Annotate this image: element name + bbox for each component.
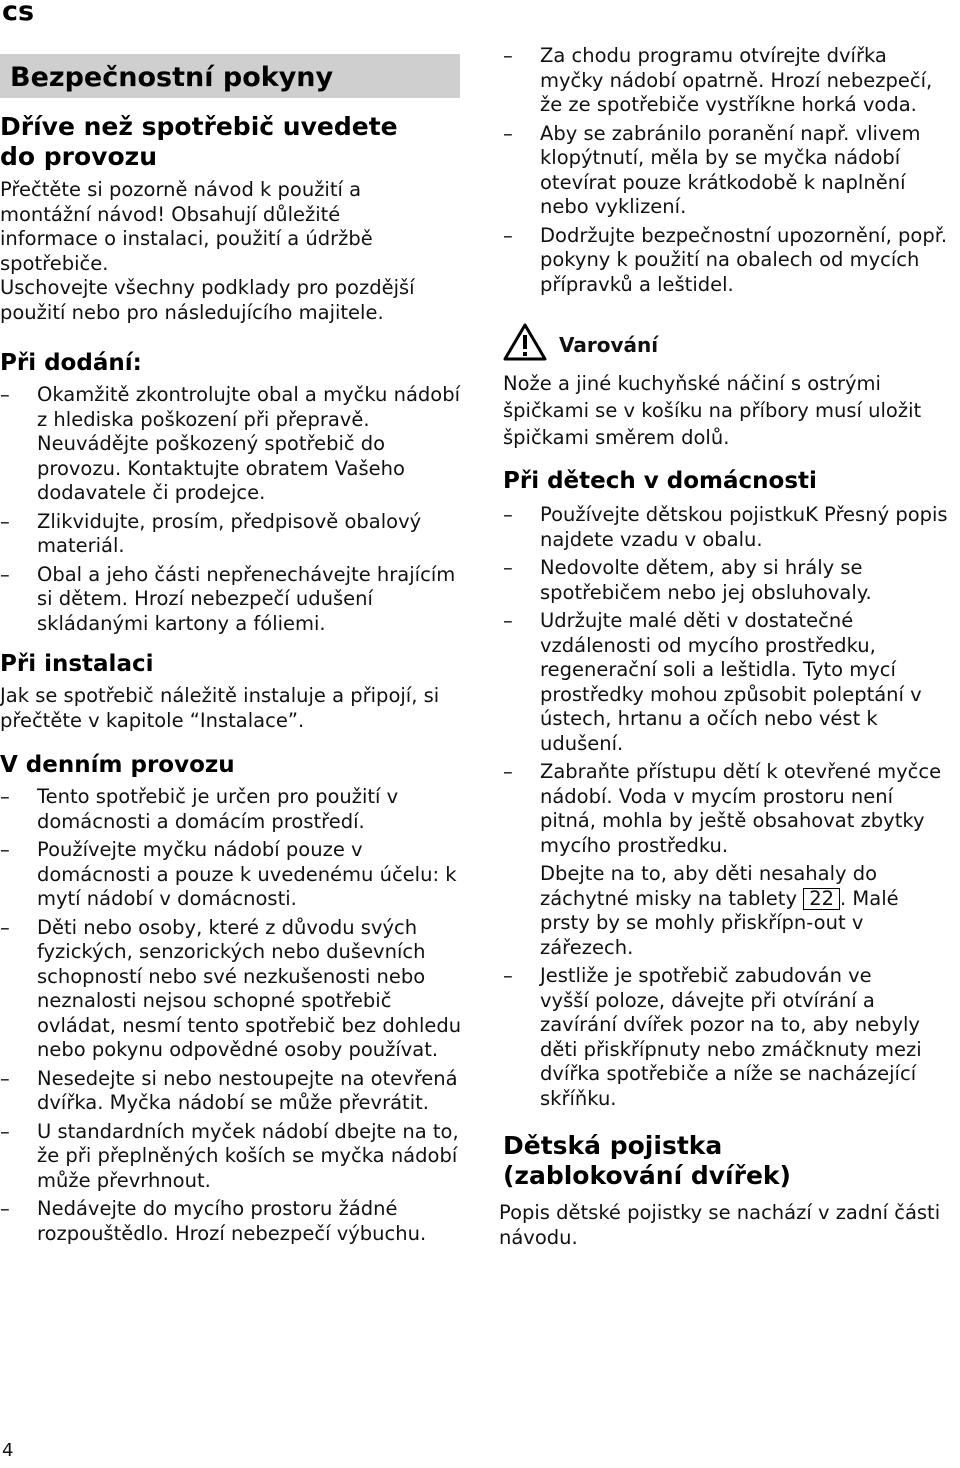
- delivery-list: [0, 383, 470, 636]
- heading-delivery: Při dodání:: [0, 350, 142, 376]
- text-segment: . Malé prsty by se mohly přiskřípn-out v zářezech.: [540, 886, 899, 959]
- section-header: [0, 54, 460, 98]
- text-segment: Dbejte na to, aby děti nesahaly do záchytné misky na tablety: [540, 862, 878, 910]
- list-item: – Obal a jeho části nepřenechávejte hrajícím si dětem. Hrozí nebezpečí udušení skládanými kartony a fóliemi.: [0, 563, 470, 637]
- list-item: – Nedovolte dětem, aby si hrály se spotřebičem nebo jej obsluhovaly.: [503, 556, 953, 605]
- heading-installation: Při instalaci: [0, 651, 154, 677]
- warning-title: Varování: [559, 332, 659, 357]
- heading-daily-use: V denním provozu: [0, 752, 235, 778]
- right-column: [499, 44, 953, 1250]
- list-item: – Nedávejte do mycího prostoru žádné rozpouštědlo. Hrozí nebezpečí výbuchu.: [0, 1197, 470, 1246]
- heading-child-lock: Dětská pojistka (zablokování dvířek): [503, 1131, 791, 1190]
- list-item: – Okamžitě zkontrolujte obal a myčku nádobí z hlediska poškození při přepravě. Neuvádějte poškozený spotřebič do provozu. Kontaktujte obratem Vašeho dodavatele či prodejce.: [0, 383, 470, 506]
- children-list-cont: [503, 964, 923, 1111]
- operation-list: [503, 44, 953, 297]
- page-number: 4: [2, 1440, 14, 1461]
- warning-triangle-icon: [503, 323, 547, 366]
- list-item: – Používejte dětskou pojistkuK Přesný popis najdete vzadu v obalu.: [503, 503, 953, 552]
- paragraph-tablet-tray: [503, 862, 920, 960]
- daily-use-list: [0, 785, 470, 1246]
- list-item: – Dodržujte bezpečnostní upozornění, popř. pokyny k použití na obalech od mycích přípravků a leštidel.: [503, 224, 953, 298]
- heading-children: Při dětech v domácnosti: [503, 468, 817, 494]
- warning-text: Nože a jiné kuchyňské náčiní s ostrými špičkami se v košíku na příbory musí uložit špičkami směrem dolů.: [503, 372, 922, 449]
- list-item: – Aby se zabránilo poranění např. vlivem klopýtnutí, měla by se myčka nádobí otevírat pouze krátkodobě k naplnění nebo vyklizení.: [503, 122, 953, 220]
- list-item: – Používejte myčku nádobí pouze v domácnosti a pouze k uvedenému účelu: k mytí nádobí v domácnosti.: [0, 838, 470, 912]
- language-code: cs: [2, 0, 35, 27]
- list-item: – Za chodu programu otvírejte dvířka myčky nádobí opatrně. Hrozí nebezpečí, že ze spotřebiče vystříkne horká voda.: [503, 44, 953, 118]
- paragraph-child-lock: Popis dětské pojistky se nachází v zadní části návodu.: [499, 1201, 941, 1249]
- list-item: – U standardních myček nádobí dbejte na to, že při přeplněných koších se myčka nádobí může převrhnout.: [0, 1120, 470, 1194]
- paragraph-installation: Jak se spotřebič náležitě instaluje a připojí, si přečtěte v kapitole “Instalace”.: [0, 684, 440, 732]
- paragraph-read-manual: Přečtěte si pozorně návod k použití a montážní návod! Obsahují důležité informace o instalaci, použití a údržbě spotřebiče.: [0, 178, 373, 275]
- list-item: – Jestliže je spotřebič zabudován ve vyšší poloze, dávejte při otvírání a zavírání dvířek pozor na to, aby nebyly děti přiskřípnuty nebo zmáčknuty mezi dvířka spotřebiče a níže se nacházející skříňku.: [503, 964, 923, 1111]
- heading-before-use: Dříve než spotřebič uvedete do provozu: [0, 112, 398, 171]
- section-title: Bezpečnostní pokyny: [10, 62, 334, 93]
- list-item: – Zlikvidujte, prosím, předpisově obalový materiál.: [0, 510, 470, 559]
- warning-header: [503, 323, 953, 366]
- list-item: – Udržujte malé děti v dostatečné vzdálenosti od mycího prostředku, regenerační soli a leštidla. Tyto mycí prostředky mohou způsobit poleptání v ústech, hrtanu a očích nebo vést k udušení.: [503, 609, 953, 756]
- list-item: – Tento spotřebič je určen pro použití v domácnosti a domácím prostředí.: [0, 785, 470, 834]
- paragraph-keep-documents: Uschovejte všechny podklady pro pozdější použití nebo pro následujícího majitele.: [0, 276, 415, 324]
- list-item: – Děti nebo osoby, které z důvodu svých fyzických, senzorických nebo duševních schopností nebo své nezkušenosti nebo neznalosti nejsou schopné spotřebič ovládat, nesmí tento spotřebič bez dohledu nebo pokynu odpovědné osoby používat.: [0, 916, 470, 1063]
- list-item: – Nesedejte si nebo nestoupejte na otevřená dvířka. Myčka nádobí se může převrátit.: [0, 1067, 470, 1116]
- list-item: – Zabraňte přístupu dětí k otevřené myčce nádobí. Voda v mycím prostoru není pitná, mohla by ještě obsahovat zbytky mycího prostředku.: [503, 760, 953, 858]
- reference-box: 22: [803, 888, 840, 910]
- left-column: [0, 112, 470, 1250]
- children-list: [503, 503, 953, 858]
